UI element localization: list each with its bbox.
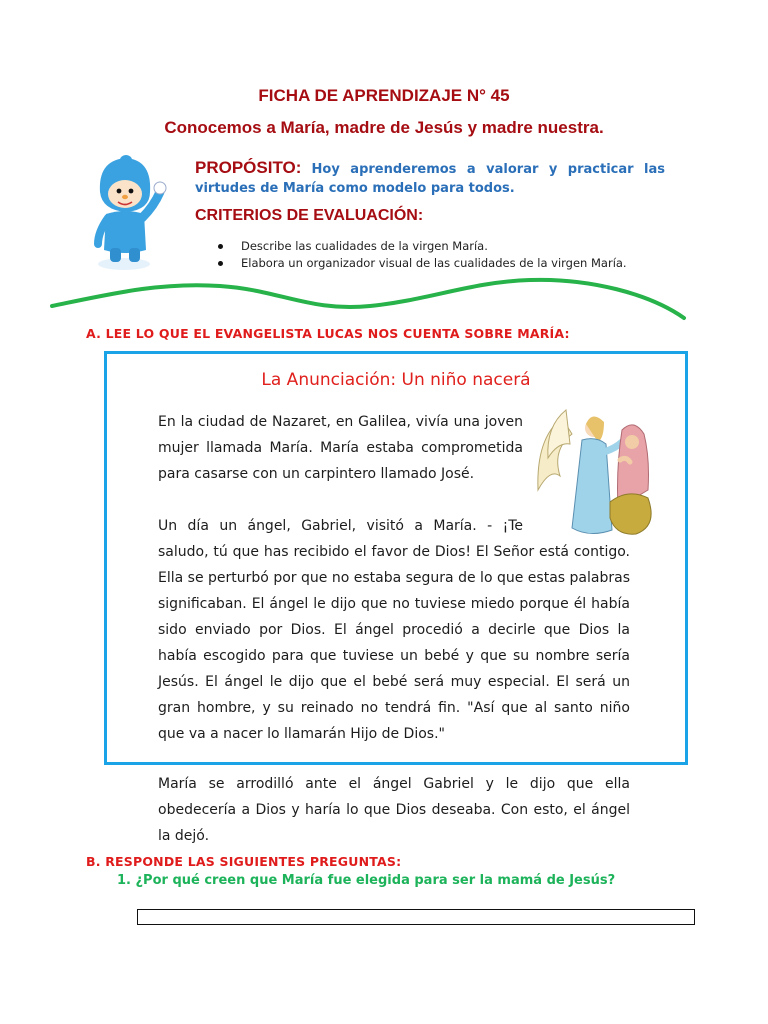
story-paragraph-3: María se arrodilló ante el ángel Gabriel y le dijo que ella obedecería a Dios y haría lo que Dios deseaba. Con esto, el ángel la dejó.	[158, 776, 630, 844]
story-title: La Anunciación: Un niño nacerá	[261, 370, 531, 390]
green-wave-divider	[50, 272, 690, 328]
proposito-text: Hoy aprenderemos a valorar y practicar las virtudes de María como modelo para todos.	[195, 162, 666, 196]
story-paragraph-2-first-line: Un día un ángel, Gabriel, visitó a María. - ¡Te	[158, 518, 523, 534]
proposito-label: PROPÓSITO:	[195, 158, 302, 177]
section-b-heading: B. RESPONDE LAS SIGUIENTES PREGUNTAS:	[86, 854, 402, 869]
story-paragraph-1: En la ciudad de Nazaret, en Galilea, vivía una joven mujer llamada María. María estaba comprometida para casarse con un carpintero llamado José.	[158, 414, 523, 482]
worksheet-title: FICHA DE APRENDIZAJE N° 45	[258, 86, 510, 105]
proposito-block	[195, 158, 665, 198]
story-paragraph-2-rest: saludo, tú que has recibido el favor de Dios! El Señor está contigo. Ella se perturbó por que no estaba segura de lo que estas palabras significaban. El ángel le dijo que no tuviese miedo porque él había sido enviado por Dios. El ángel procedió a decirle que Dios la había escogido para que tuviese un bebé y que su nombre sería Jesús. El ángel le dijo que el bebé será muy especial. El será un gran hombre, y su reinado no tendrá fin. "Así que al santo niño que va a nacer lo llamarán Hijo de Dios."	[158, 544, 630, 742]
criteria-item: Describe las cualidades de la virgen María.	[218, 238, 627, 255]
cartoon-character-illustration	[80, 152, 172, 272]
criteria-list	[218, 238, 627, 272]
criterios-heading: CRITERIOS DE EVALUACIÓN:	[195, 207, 424, 224]
worksheet-subtitle: Conocemos a María, madre de Jesús y madre nuestra.	[164, 118, 604, 137]
criteria-item: Elabora un organizador visual de las cualidades de la virgen María.	[218, 255, 627, 272]
answer-field-1[interactable]	[137, 909, 695, 925]
section-a-heading: A. LEE LO QUE EL EVANGELISTA LUCAS NOS CUENTA SOBRE MARÍA:	[86, 326, 570, 341]
question-1: 1. ¿Por qué creen que María fue elegida para ser la mamá de Jesús?	[117, 873, 616, 888]
story-paragraph-2	[158, 513, 630, 747]
